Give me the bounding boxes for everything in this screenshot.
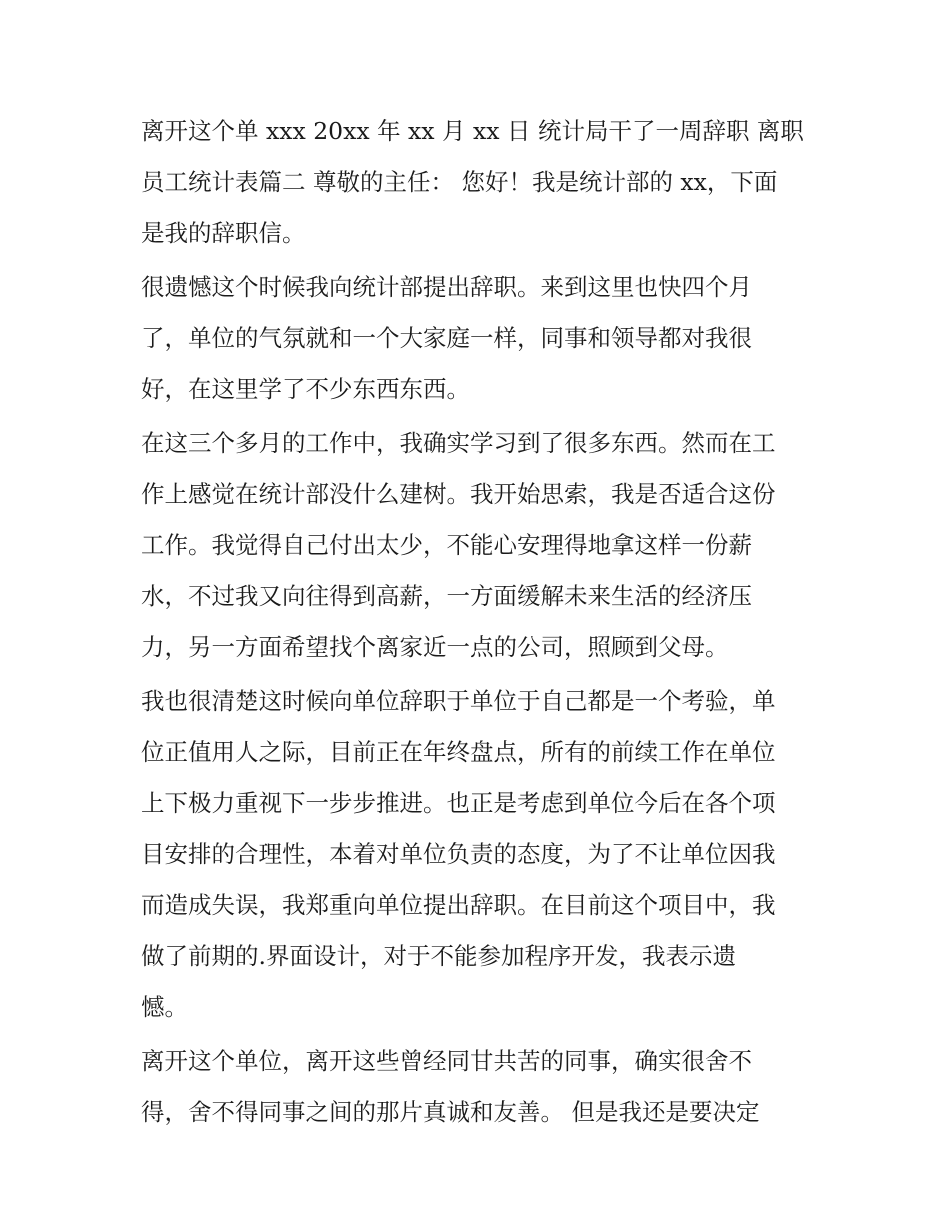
text-line: 憾。 [141,993,188,1021]
text-line: 好，在这里学了不少东西东西。 [141,375,470,403]
text-line: 水，不过我又向往得到高薪，一方面缓解未来生活的经济压 [141,582,752,610]
text-line: 很遗憾这个时候我向统计部提出辞职。来到这里也快四个月 [141,273,752,301]
text-line: 而造成失误，我郑重向单位提出辞职。在目前这个项目中，我 [141,891,776,919]
text-line: 在这三个多月的工作中，我确实学习到了很多东西。然而在工 [141,429,776,457]
text-line: 做了前期的.界面设计，对于不能参加程序开发，我表示遗 [141,942,736,970]
text-line: 离开这个单 xxx 20xx 年 xx 月 xx 日 统计局干了一周辞职 离职 [141,117,804,145]
text-line: 力，另一方面希望找个离家近一点的公司，照顾到父母。 [141,633,729,661]
text-line: 员工统计表篇二 尊敬的主任： 您好！我是统计部的 xx，下面 [141,168,778,196]
text-line: 了，单位的气氛就和一个大家庭一样，同事和领导都对我很 [141,324,752,352]
text-line: 目安排的合理性，本着对单位负责的态度，为了不让单位因我 [141,840,776,868]
text-line: 得，舍不得同事之间的那片真诚和友善。 但是我还是要决定 [141,1098,760,1126]
text-line: 位正值用人之际，目前正在年终盘点，所有的前续工作在单位 [141,738,776,766]
text-line: 工作。我觉得自己付出太少，不能心安理得地拿这样一份薪 [141,531,752,559]
text-line: 我也很清楚这时候向单位辞职于单位于自己都是一个考验，单 [141,687,776,715]
text-line: 是我的辞职信。 [141,219,306,247]
text-line: 上下极力重视下一步步推进。也正是考虑到单位今后在各个项 [141,789,776,817]
text-line: 离开这个单位，离开这些曾经同甘共苦的同事，确实很舍不 [141,1047,752,1075]
document-body [141,106,821,1138]
text-line: 作上感觉在统计部没什么建树。我开始思索，我是否适合这份 [141,480,776,508]
